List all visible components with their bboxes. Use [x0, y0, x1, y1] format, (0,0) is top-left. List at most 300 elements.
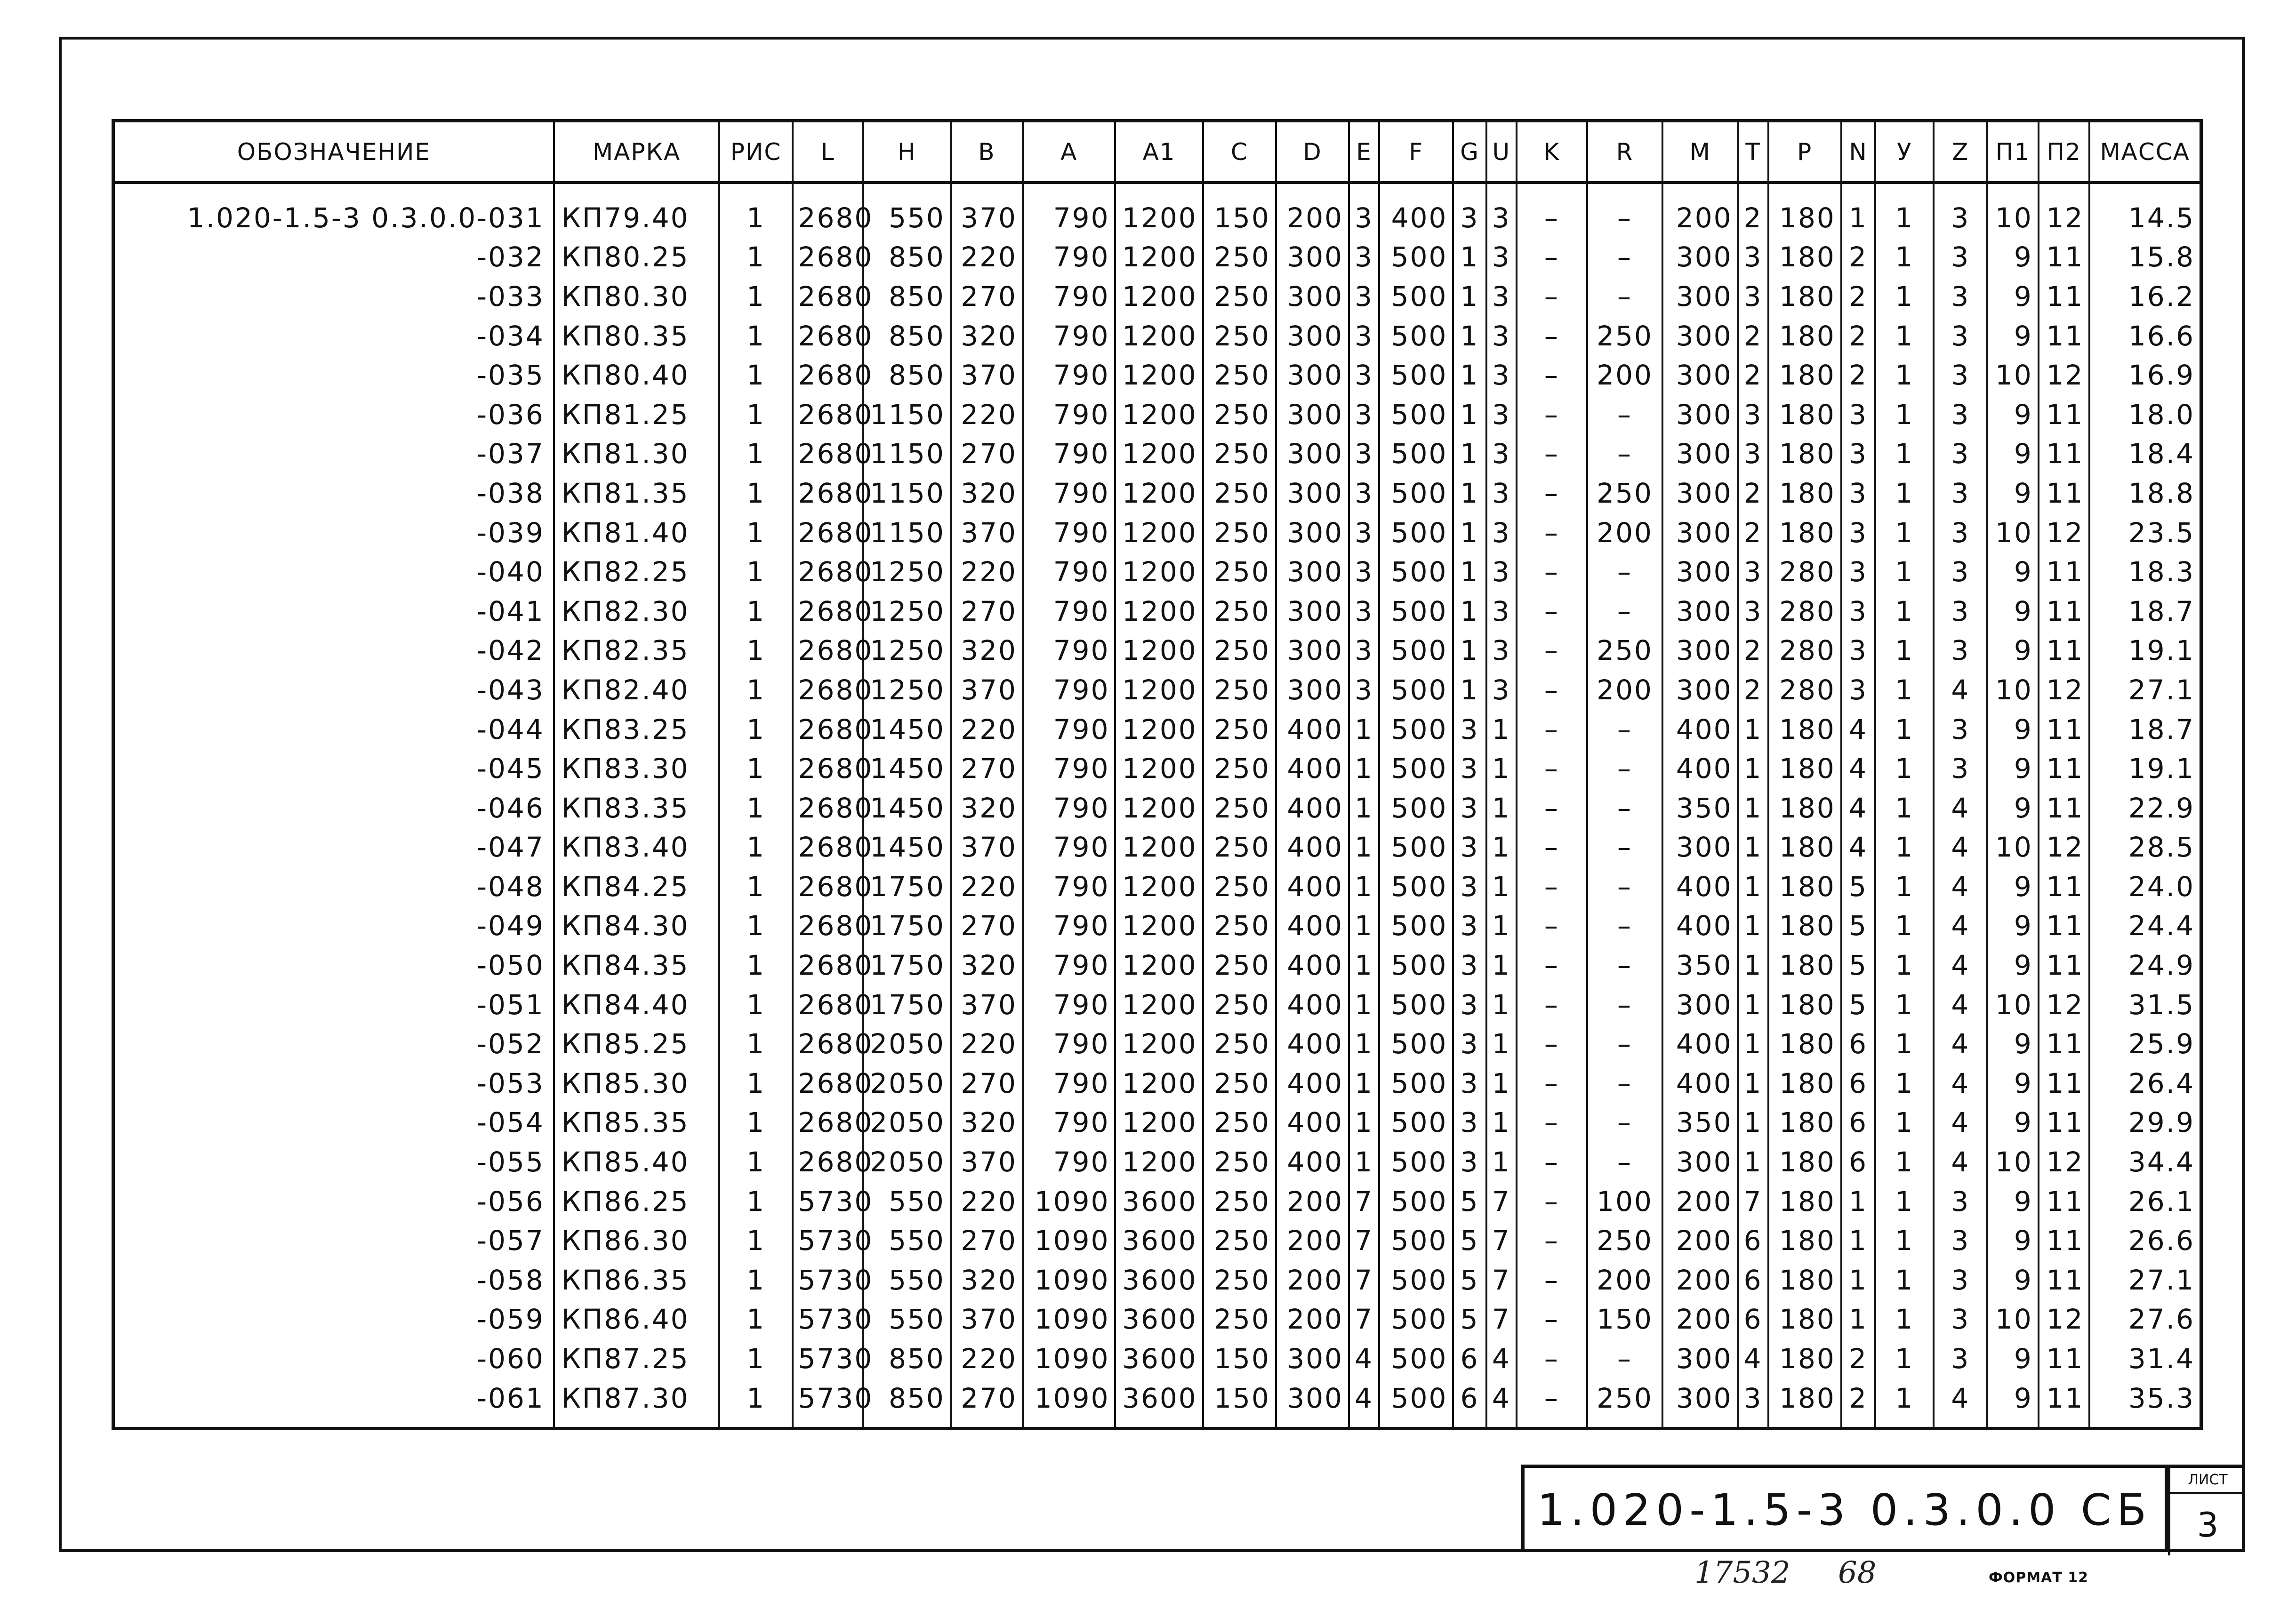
table-cell: 270	[951, 1378, 1023, 1429]
table-cell: 3	[1486, 395, 1517, 434]
table-cell: 250	[1203, 316, 1276, 356]
table-cell: 400	[1276, 1103, 1349, 1143]
table-cell: –	[1517, 1182, 1587, 1221]
table-cell: 9	[1987, 592, 2039, 631]
table-cell: 2680	[793, 316, 863, 356]
table-cell: 11	[2039, 945, 2090, 985]
table-cell: 5730	[793, 1221, 863, 1260]
table-cell: –	[1587, 828, 1662, 867]
column-header: N	[1841, 121, 1875, 183]
table-cell: 1	[1738, 1103, 1768, 1143]
table-cell: -056	[113, 1182, 554, 1221]
table-cell: 1	[1486, 1064, 1517, 1103]
format-label: ФОРМАТ 12	[1989, 1570, 2088, 1586]
table-row	[113, 592, 2201, 631]
table-cell: 350	[1662, 945, 1738, 985]
table-cell: 1	[1486, 1024, 1517, 1064]
table-cell: -058	[113, 1260, 554, 1300]
table-cell: 1	[1486, 828, 1517, 867]
table-cell: 6	[1738, 1260, 1768, 1300]
table-cell: –	[1587, 1024, 1662, 1064]
table-cell: –	[1517, 355, 1587, 395]
column-header: МАССА	[2089, 121, 2201, 183]
table-cell: –	[1517, 513, 1587, 553]
table-cell: КП86.40	[554, 1300, 720, 1339]
table-cell: 1	[1875, 985, 1934, 1025]
table-cell: КП85.30	[554, 1064, 720, 1103]
table-cell: 1	[1453, 670, 1486, 710]
table-cell: 280	[1768, 552, 1841, 592]
table-cell: 1	[719, 788, 792, 828]
table-cell: 9	[1987, 710, 2039, 749]
table-cell: 11	[2039, 1260, 2090, 1300]
document-code-stamp	[1521, 1465, 2168, 1552]
table-row	[113, 1300, 2201, 1339]
table-cell: 1	[719, 473, 792, 513]
table-cell: 790	[1023, 395, 1116, 434]
table-cell: 11	[2039, 395, 2090, 434]
table-cell: 790	[1023, 710, 1116, 749]
table-cell: 3	[1738, 1378, 1768, 1429]
table-cell: 10	[1987, 513, 2039, 553]
table-cell: 300	[1276, 552, 1349, 592]
table-cell: 1	[1738, 1024, 1768, 1064]
table-cell: 180	[1768, 867, 1841, 906]
table-cell: 1200	[1115, 552, 1203, 592]
table-cell: 3	[1349, 183, 1379, 238]
table-row	[113, 867, 2201, 906]
table-header-row	[113, 121, 2201, 183]
table-cell: 500	[1379, 434, 1453, 474]
table-cell: 2680	[793, 592, 863, 631]
table-cell: 28.5	[2089, 828, 2201, 867]
table-row	[113, 1103, 2201, 1143]
table-cell: 300	[1662, 473, 1738, 513]
table-cell: 1	[1841, 1300, 1875, 1339]
table-cell: КП82.35	[554, 631, 720, 671]
table-cell: 200	[1662, 183, 1738, 238]
table-cell: 370	[951, 513, 1023, 553]
table-cell: 4	[1934, 945, 1987, 985]
table-cell: 7	[1349, 1260, 1379, 1300]
table-cell: 1	[719, 238, 792, 277]
table-cell: 2	[1738, 670, 1768, 710]
table-cell: 1	[1875, 1142, 1934, 1182]
table-cell: 3	[1349, 434, 1379, 474]
table-cell: 10	[1987, 985, 2039, 1025]
table-cell: 250	[1203, 355, 1276, 395]
table-cell: 5730	[793, 1182, 863, 1221]
table-cell: –	[1517, 985, 1587, 1025]
table-row	[113, 1142, 2201, 1182]
table-cell: 3	[1453, 985, 1486, 1025]
table-cell: -057	[113, 1221, 554, 1260]
table-cell: 9	[1987, 1260, 2039, 1300]
table-cell: 180	[1768, 906, 1841, 946]
table-cell: 26.1	[2089, 1182, 2201, 1221]
table-cell: 550	[863, 1182, 951, 1221]
table-cell: 5	[1453, 1221, 1486, 1260]
table-cell: 1	[1486, 945, 1517, 985]
table-cell: 150	[1203, 1339, 1276, 1378]
table-cell: 320	[951, 1260, 1023, 1300]
table-cell: –	[1517, 183, 1587, 238]
table-cell: 300	[1276, 395, 1349, 434]
table-cell: –	[1587, 788, 1662, 828]
table-cell: 200	[1662, 1182, 1738, 1221]
table-cell: КП79.40	[554, 183, 720, 238]
table-cell: –	[1587, 238, 1662, 277]
table-cell: 19.1	[2089, 749, 2201, 788]
table-cell: 12	[2039, 1300, 2090, 1339]
table-cell: –	[1517, 592, 1587, 631]
table-cell: 1090	[1023, 1378, 1116, 1429]
table-cell: 26.6	[2089, 1221, 2201, 1260]
table-cell: 1	[1349, 788, 1379, 828]
table-cell: 3	[1453, 1064, 1486, 1103]
table-cell: 180	[1768, 1221, 1841, 1260]
table-cell: 3	[1841, 395, 1875, 434]
table-cell: 3	[1934, 552, 1987, 592]
table-cell: 22.9	[2089, 788, 2201, 828]
table-cell: 1	[1486, 906, 1517, 946]
table-cell: 500	[1379, 670, 1453, 710]
specification-table	[112, 119, 2203, 1430]
table-cell: –	[1587, 277, 1662, 316]
table-cell: 370	[951, 1142, 1023, 1182]
table-cell: 3	[1486, 513, 1517, 553]
table-cell: 200	[1276, 183, 1349, 238]
table-cell: 3	[1934, 1260, 1987, 1300]
table-cell: 300	[1276, 473, 1349, 513]
table-cell: 1	[1349, 945, 1379, 985]
table-cell: 1	[1453, 277, 1486, 316]
table-cell: 6	[1738, 1221, 1768, 1260]
table-cell: 300	[1662, 1339, 1738, 1378]
table-cell: 300	[1662, 631, 1738, 671]
table-cell: –	[1517, 1064, 1587, 1103]
table-cell: КП81.25	[554, 395, 720, 434]
table-cell: 9	[1987, 473, 2039, 513]
table-cell: 150	[1203, 183, 1276, 238]
table-cell: 1	[1875, 355, 1934, 395]
table-cell: 790	[1023, 631, 1116, 671]
table-cell: 3	[1934, 395, 1987, 434]
table-cell: 2680	[793, 749, 863, 788]
table-cell: 7	[1486, 1260, 1517, 1300]
table-cell: -037	[113, 434, 554, 474]
table-cell: 500	[1379, 1064, 1453, 1103]
table-row	[113, 670, 2201, 710]
table-cell: 11	[2039, 592, 2090, 631]
table-cell: 12	[2039, 513, 2090, 553]
table-cell: 7	[1738, 1182, 1768, 1221]
table-cell: –	[1517, 710, 1587, 749]
table-cell: 250	[1587, 1221, 1662, 1260]
table-cell: КП84.35	[554, 945, 720, 985]
table-cell: -034	[113, 316, 554, 356]
table-cell: -044	[113, 710, 554, 749]
table-cell: 7	[1349, 1300, 1379, 1339]
table-cell: 400	[1276, 788, 1349, 828]
table-cell: 2680	[793, 1103, 863, 1143]
table-cell: 180	[1768, 1260, 1841, 1300]
table-cell: 1	[1875, 592, 1934, 631]
table-cell: –	[1587, 1103, 1662, 1143]
table-cell: 14.5	[2089, 183, 2201, 238]
table-cell: 1	[1875, 1182, 1934, 1221]
table-cell: 9	[1987, 552, 2039, 592]
table-cell: -049	[113, 906, 554, 946]
table-cell: 11	[2039, 277, 2090, 316]
table-cell: 1	[1738, 828, 1768, 867]
table-cell: 220	[951, 238, 1023, 277]
table-cell: 29.9	[2089, 1103, 2201, 1143]
table-cell: 3	[1486, 592, 1517, 631]
table-row	[113, 355, 2201, 395]
table-cell: 12	[2039, 183, 2090, 238]
table-cell: 10	[1987, 1300, 2039, 1339]
table-cell: 3	[1738, 395, 1768, 434]
table-row	[113, 631, 2201, 671]
table-cell: 550	[863, 1260, 951, 1300]
column-header: F	[1379, 121, 1453, 183]
table-cell: 6	[1453, 1378, 1486, 1429]
table-cell: 1	[719, 513, 792, 553]
table-cell: 200	[1587, 355, 1662, 395]
table-cell: 1090	[1023, 1300, 1116, 1339]
table-cell: 790	[1023, 1142, 1116, 1182]
table-cell: 3	[1738, 552, 1768, 592]
table-cell: 2680	[793, 1024, 863, 1064]
table-cell: 3	[1934, 1300, 1987, 1339]
table-row	[113, 749, 2201, 788]
column-header: C	[1203, 121, 1276, 183]
table-cell: 3	[1349, 316, 1379, 356]
table-cell: 250	[1587, 631, 1662, 671]
table-cell: 300	[1276, 1339, 1349, 1378]
table-cell: 250	[1587, 316, 1662, 356]
table-cell: 5730	[793, 1300, 863, 1339]
table-cell: 1750	[863, 985, 951, 1025]
table-cell: 180	[1768, 183, 1841, 238]
table-cell: 1	[1875, 1221, 1934, 1260]
table-cell: 1	[719, 1260, 792, 1300]
column-header: B	[951, 121, 1023, 183]
table-cell: 220	[951, 710, 1023, 749]
table-cell: 2	[1738, 631, 1768, 671]
table-cell: 790	[1023, 552, 1116, 592]
table-cell: 2050	[863, 1103, 951, 1143]
table-cell: –	[1587, 985, 1662, 1025]
table-cell: 500	[1379, 749, 1453, 788]
table-cell: 3	[1738, 277, 1768, 316]
table-cell: -033	[113, 277, 554, 316]
table-cell: –	[1587, 1064, 1662, 1103]
table-cell: 1150	[863, 395, 951, 434]
table-cell: 9	[1987, 1378, 2039, 1429]
table-cell: 2	[1738, 355, 1768, 395]
table-cell: 10	[1987, 183, 2039, 238]
table-cell: 4	[1934, 1024, 1987, 1064]
table-cell: 2680	[793, 1064, 863, 1103]
table-cell: 4	[1349, 1378, 1379, 1429]
table-cell: 4	[1934, 867, 1987, 906]
table-cell: 2680	[793, 670, 863, 710]
table-cell: 11	[2039, 749, 2090, 788]
table-cell: –	[1587, 749, 1662, 788]
table-cell: -039	[113, 513, 554, 553]
table-cell: 2050	[863, 1142, 951, 1182]
table-cell: -032	[113, 238, 554, 277]
table-cell: 1750	[863, 906, 951, 946]
table-cell: 790	[1023, 238, 1116, 277]
table-cell: 300	[1662, 552, 1738, 592]
table-cell: 5730	[793, 1260, 863, 1300]
table-cell: 3	[1841, 670, 1875, 710]
table-cell: 1	[1349, 749, 1379, 788]
table-cell: 1	[719, 906, 792, 946]
table-cell: 3	[1349, 238, 1379, 277]
table-cell: 1200	[1115, 710, 1203, 749]
table-cell: 4	[1934, 1064, 1987, 1103]
table-cell: 370	[951, 183, 1023, 238]
table-cell: 400	[1662, 1064, 1738, 1103]
table-cell: 250	[1203, 1064, 1276, 1103]
table-cell: 3	[1349, 631, 1379, 671]
table-cell: 300	[1662, 985, 1738, 1025]
table-cell: КП87.25	[554, 1339, 720, 1378]
table-cell: –	[1587, 592, 1662, 631]
table-cell: 250	[1587, 473, 1662, 513]
table-cell: 4	[1349, 1339, 1379, 1378]
table-cell: 6	[1841, 1103, 1875, 1143]
table-cell: -053	[113, 1064, 554, 1103]
table-cell: 5	[1453, 1260, 1486, 1300]
table-cell: 1	[1349, 906, 1379, 946]
table-cell: 3	[1934, 355, 1987, 395]
table-cell: 1	[1486, 710, 1517, 749]
table-cell: 3	[1349, 473, 1379, 513]
table-row	[113, 277, 2201, 316]
table-cell: 550	[863, 183, 951, 238]
table-cell: –	[1517, 473, 1587, 513]
table-cell: 250	[1203, 552, 1276, 592]
table-cell: 1	[1738, 867, 1768, 906]
table-cell: 2	[1841, 355, 1875, 395]
table-cell: 3	[1453, 867, 1486, 906]
table-cell: –	[1587, 434, 1662, 474]
column-header: R	[1587, 121, 1662, 183]
table-cell: 31.5	[2089, 985, 2201, 1025]
table-row	[113, 395, 2201, 434]
table-cell: КП83.25	[554, 710, 720, 749]
table-cell: 1250	[863, 631, 951, 671]
table-cell: 1090	[1023, 1182, 1116, 1221]
table-cell: 300	[1276, 316, 1349, 356]
table-cell: 100	[1587, 1182, 1662, 1221]
table-cell: 6	[1738, 1300, 1768, 1339]
table-cell: 250	[1587, 1378, 1662, 1429]
table-cell: 2680	[793, 631, 863, 671]
table-cell: 500	[1379, 592, 1453, 631]
table-cell: 200	[1662, 1221, 1738, 1260]
table-cell: 1	[1453, 238, 1486, 277]
table-cell: 3600	[1115, 1378, 1203, 1429]
table-cell: 1	[1349, 985, 1379, 1025]
table-cell: 7	[1349, 1182, 1379, 1221]
table-cell: 850	[863, 355, 951, 395]
table-cell: 18.7	[2089, 592, 2201, 631]
table-cell: –	[1517, 434, 1587, 474]
table-cell: 1	[719, 1024, 792, 1064]
table-cell: -046	[113, 788, 554, 828]
table-row	[113, 434, 2201, 474]
table-cell: 270	[951, 1221, 1023, 1260]
table-cell: 3	[1486, 183, 1517, 238]
table-cell: 3	[1934, 1339, 1987, 1378]
table-cell: 1	[1453, 434, 1486, 474]
table-cell: -042	[113, 631, 554, 671]
table-cell: 1250	[863, 552, 951, 592]
table-cell: 1150	[863, 513, 951, 553]
table-cell: 3	[1934, 434, 1987, 474]
table-cell: 250	[1203, 749, 1276, 788]
table-cell: 500	[1379, 355, 1453, 395]
table-cell: 12	[2039, 828, 2090, 867]
table-cell: 18.7	[2089, 710, 2201, 749]
table-cell: 300	[1662, 355, 1738, 395]
table-cell: 250	[1203, 513, 1276, 553]
table-cell: 4	[1841, 749, 1875, 788]
table-cell: 3	[1486, 238, 1517, 277]
table-cell: 7	[1486, 1221, 1517, 1260]
table-cell: 3	[1486, 473, 1517, 513]
table-cell: 25.9	[2089, 1024, 2201, 1064]
table-cell: 5	[1841, 985, 1875, 1025]
table-row	[113, 238, 2201, 277]
table-cell: КП84.25	[554, 867, 720, 906]
table-cell: 300	[1276, 670, 1349, 710]
table-cell: 1	[1738, 710, 1768, 749]
table-cell: 1	[1875, 906, 1934, 946]
table-cell: 300	[1662, 592, 1738, 631]
table-cell: 1	[719, 1339, 792, 1378]
table-cell: 11	[2039, 1182, 2090, 1221]
table-cell: 1	[719, 828, 792, 867]
table-cell: 500	[1379, 867, 1453, 906]
table-cell: 18.3	[2089, 552, 2201, 592]
table-cell: 1	[719, 552, 792, 592]
table-cell: 1	[719, 631, 792, 671]
table-cell: 9	[1987, 867, 2039, 906]
table-cell: 300	[1276, 1378, 1349, 1429]
table-cell: 2680	[793, 945, 863, 985]
table-cell: –	[1517, 1142, 1587, 1182]
table-cell: 1	[1875, 867, 1934, 906]
table-cell: 1	[1453, 473, 1486, 513]
table-cell: 500	[1379, 788, 1453, 828]
table-cell: 3	[1738, 434, 1768, 474]
table-cell: 1	[1453, 513, 1486, 553]
table-cell: 4	[1486, 1378, 1517, 1429]
table-cell: 1200	[1115, 749, 1203, 788]
table-cell: 200	[1587, 670, 1662, 710]
table-row	[113, 906, 2201, 946]
table-cell: 3	[1486, 277, 1517, 316]
table-cell: 180	[1768, 985, 1841, 1025]
table-cell: 180	[1768, 828, 1841, 867]
